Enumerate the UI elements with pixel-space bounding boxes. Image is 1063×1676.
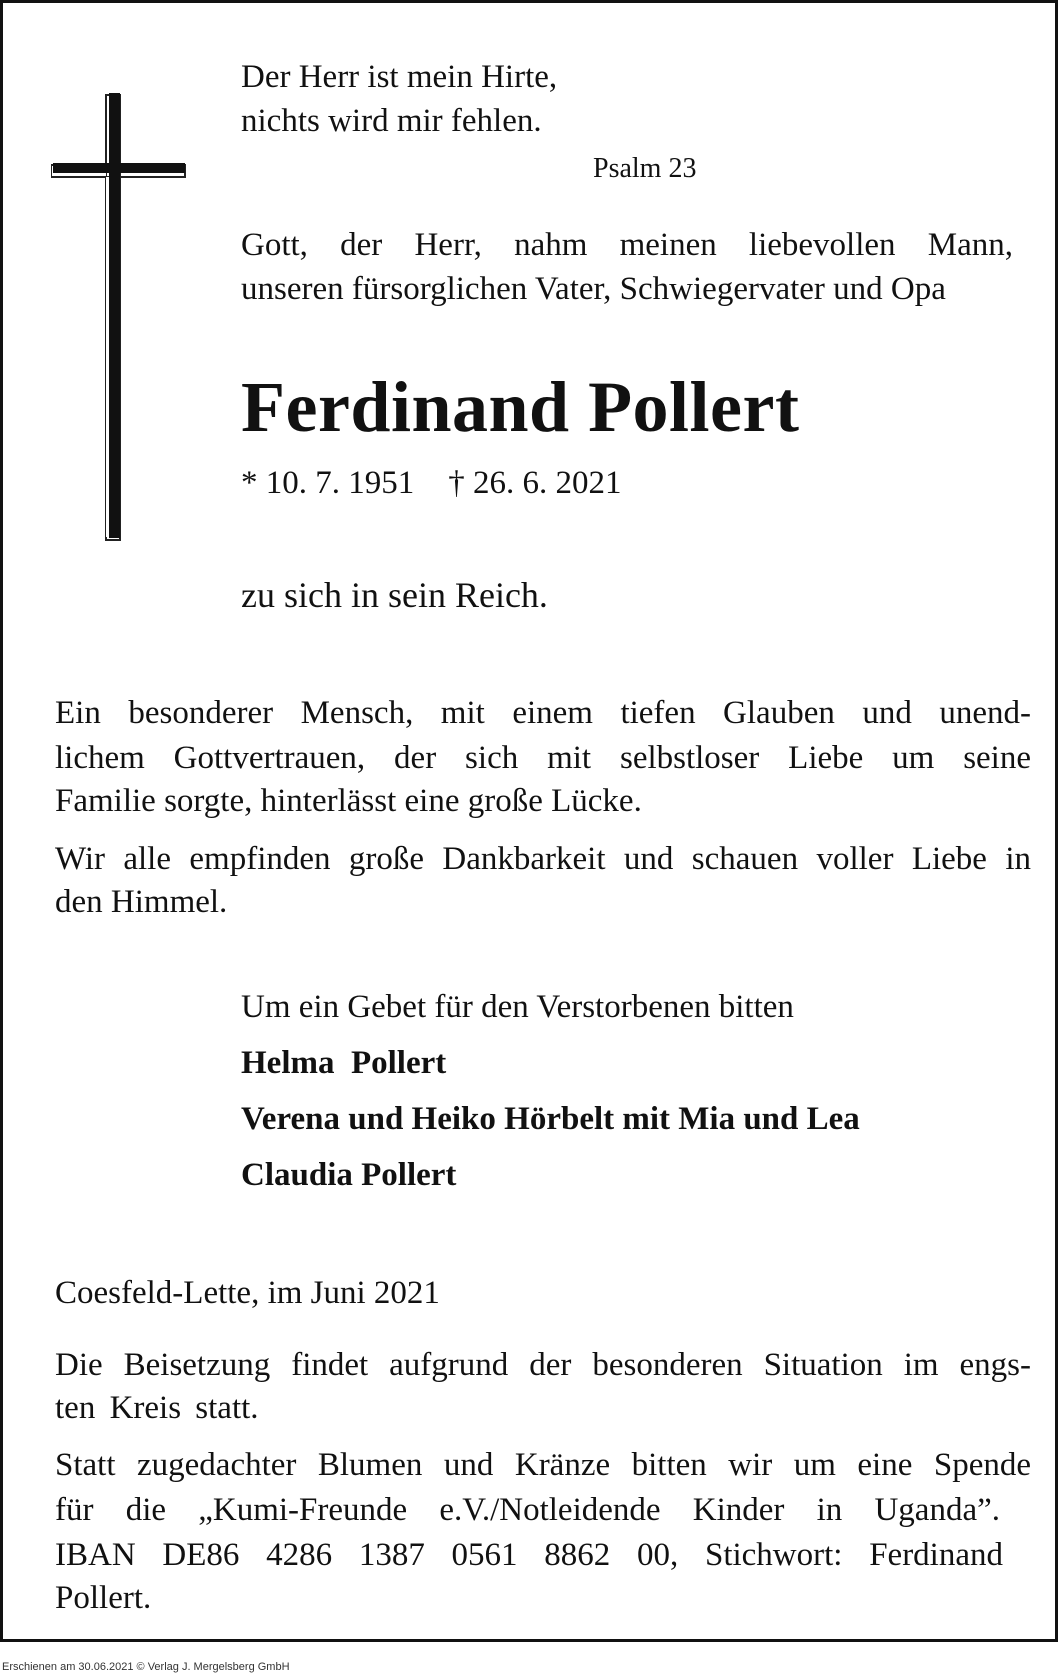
cross-icon	[51, 93, 187, 543]
closing-line: zu sich in sein Reich.	[241, 575, 548, 615]
intro-line-1: Gott, der Herr, nahm meinen liebevollen Mann,	[241, 227, 1013, 263]
deceased-name: Ferdinand Pollert	[241, 367, 800, 447]
verse-line-2: nichts wird mir fehlen.	[241, 103, 542, 139]
tribute-line-2: lichem Gottvertrauen, der sich mit selbstloser Liebe um seine	[55, 740, 1031, 776]
tribute-line-5: den Himmel.	[55, 884, 228, 920]
tribute-line-1: Ein besonderer Mensch, mit einem tiefen Glauben und unend-	[55, 695, 1031, 731]
donation-line-4: Pollert.	[55, 1580, 152, 1616]
tribute-line-3: Familie sorgte, hinterlässt eine große Lücke.	[55, 783, 642, 819]
intro-line-2: unseren fürsorglichen Vater, Schwiegervater und Opa	[241, 271, 946, 307]
death-date: † 26. 6. 2021	[448, 465, 622, 501]
mourners-intro: Um ein Gebet für den Verstorbenen bitten	[241, 989, 794, 1025]
donation-line-2: für die „Kumi-Freunde e.V./Notleidende Kinder in Uganda”.	[55, 1492, 1000, 1528]
publication-footer: Erschienen am 30.06.2021 © Verlag J. Mergelsberg GmbH	[2, 1661, 290, 1673]
verse-source: Psalm 23	[593, 153, 697, 184]
life-dates	[241, 467, 622, 500]
verse-line-1: Der Herr ist mein Hirte,	[241, 59, 558, 95]
mourner-name: Verena und Heiko Hörbelt mit Mia und Lea	[241, 1101, 860, 1137]
birth-date: * 10. 7. 1951	[241, 465, 415, 501]
tribute-line-4: Wir alle empfinden große Dankbarkeit und schauen voller Liebe in	[55, 841, 1031, 877]
donation-line-3: IBAN DE86 4286 1387 0561 8862 00, Stichwort: Ferdinand	[55, 1537, 1003, 1573]
mourner-name: Claudia Pollert	[241, 1157, 457, 1193]
burial-line-2: ten Kreis statt.	[55, 1390, 259, 1426]
donation-line-1: Statt zugedachter Blumen und Kränze bitten wir um eine Spende	[55, 1447, 1031, 1483]
mourner-name: Helma Pollert	[241, 1045, 447, 1081]
place-date: Coesfeld-Lette, im Juni 2021	[55, 1275, 440, 1311]
burial-line-1: Die Beisetzung findet aufgrund der besonderen Situation im engs-	[55, 1347, 1031, 1383]
